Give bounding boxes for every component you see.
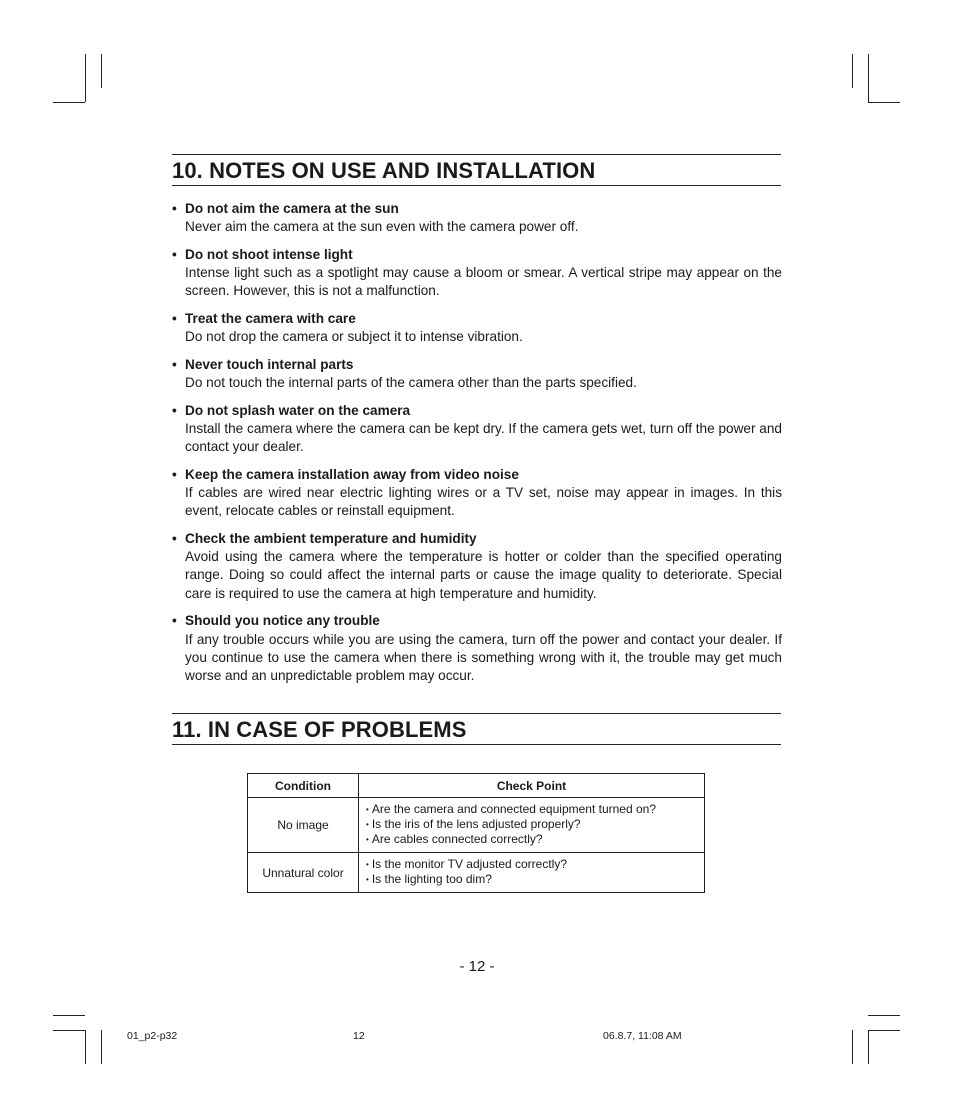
bullet-icon: • [172, 613, 177, 629]
note-item [172, 310, 782, 346]
note-body [185, 200, 782, 236]
crop-mark [85, 1030, 86, 1064]
footer-file-name: 01_p2-p32 [127, 1030, 178, 1042]
condition-cell: No image [248, 798, 359, 853]
column-header-condition: Condition [248, 774, 359, 798]
check-item: • Are cables connected correctly? [366, 832, 697, 847]
note-title: Do not aim the camera at the sun [185, 201, 399, 216]
section-11-heading [172, 713, 781, 745]
note-title: Do not splash water on the camera [185, 402, 411, 418]
note-title: Should you notice any trouble [185, 613, 380, 629]
bullet-icon: • [172, 201, 177, 216]
bullet-icon: • [172, 356, 177, 372]
check-item: • Are the camera and connected equipment turned on? [366, 802, 697, 817]
note-title: Never touch internal parts [185, 356, 354, 372]
note-item [172, 356, 782, 392]
table-row [248, 798, 705, 853]
note-item [172, 402, 782, 457]
bullet-icon: • [172, 466, 177, 482]
note-text: If any trouble occurs while you are using the camera, turn off the power and contact your dealer. If you continue to use the camera when there is something wrong with it, the trouble may get much worse and an unpredictable problem may occur. [185, 631, 782, 683]
section-10-heading [172, 154, 781, 186]
note-item [172, 530, 782, 603]
note-item [172, 246, 782, 301]
bullet-icon: • [172, 246, 177, 262]
page-number: - 12 - [459, 958, 495, 975]
check-item: • Is the monitor TV adjusted correctly? [366, 857, 697, 872]
column-header-check-point: Check Point [359, 774, 705, 798]
table-header-row [248, 774, 705, 798]
crop-mark [852, 1030, 853, 1064]
crop-mark [53, 1030, 85, 1031]
note-text: If cables are wired near electric lighting wires or a TV set, noise may appear in images. In this event, relocate cables or reinstall equipment. [185, 485, 782, 519]
note-text: Install the camera where the camera can be kept dry. If the camera gets wet, turn off the power and contact your dealer. [185, 421, 782, 455]
note-title: Keep the camera installation away from video noise [185, 466, 519, 482]
notes-list [172, 200, 782, 695]
footer-timestamp: 06.8.7, 11:08 AM [603, 1030, 682, 1042]
bullet-icon: • [172, 311, 177, 327]
note-text: Do not touch the internal parts of the camera other than the parts specified. [185, 375, 637, 391]
note-body [185, 402, 782, 457]
note-title: Treat the camera with care [185, 311, 356, 327]
section-11-title: 11. IN CASE OF PROBLEMS [172, 717, 467, 742]
crop-mark [868, 1030, 869, 1064]
bullet-icon: • [172, 402, 177, 418]
crop-mark [868, 54, 869, 102]
footer-page: 12 [353, 1030, 365, 1042]
check-item: • Is the lighting too dim? [366, 872, 697, 887]
crop-mark [53, 1015, 85, 1016]
note-text: Never aim the camera at the sun even with the camera power off. [185, 219, 579, 235]
note-title: Check the ambient temperature and humidity [185, 531, 477, 547]
note-body [185, 612, 782, 685]
condition-cell: Unnatural color [248, 853, 359, 893]
note-item [172, 466, 782, 521]
note-item [172, 200, 782, 236]
crop-mark [868, 1030, 900, 1031]
note-body [185, 310, 782, 346]
note-body [185, 466, 782, 521]
note-text: Do not drop the camera or subject it to intense vibration. [185, 329, 523, 345]
crop-mark [101, 54, 102, 88]
check-point-cell [359, 798, 705, 853]
note-text: Intense light such as a spotlight may cause a bloom or smear. A vertical stripe may appear on the screen. However, this is not a malfunction. [185, 265, 782, 299]
check-item: • Is the iris of the lens adjusted properly? [366, 817, 697, 832]
note-body [185, 246, 782, 301]
crop-mark [101, 1030, 102, 1064]
table-row [248, 853, 705, 893]
note-title: Do not shoot intense light [185, 246, 353, 262]
note-body [185, 356, 782, 392]
bullet-icon: • [172, 531, 177, 547]
note-item [172, 612, 782, 685]
note-body [185, 530, 782, 603]
section-10-title: 10. NOTES ON USE AND INSTALLATION [172, 158, 596, 183]
problems-table [247, 773, 705, 893]
crop-mark [868, 1015, 900, 1016]
crop-mark [852, 54, 853, 88]
crop-mark [53, 102, 85, 103]
check-point-cell [359, 853, 705, 893]
crop-mark [868, 102, 900, 103]
crop-mark [85, 54, 86, 102]
note-text: Avoid using the camera where the temperature is hotter or colder than the specified operating range. Doing so could affect the internal parts or cause the image quality to deteriorate. Special care is required to use the camera at high temperature and humidity. [185, 549, 782, 601]
